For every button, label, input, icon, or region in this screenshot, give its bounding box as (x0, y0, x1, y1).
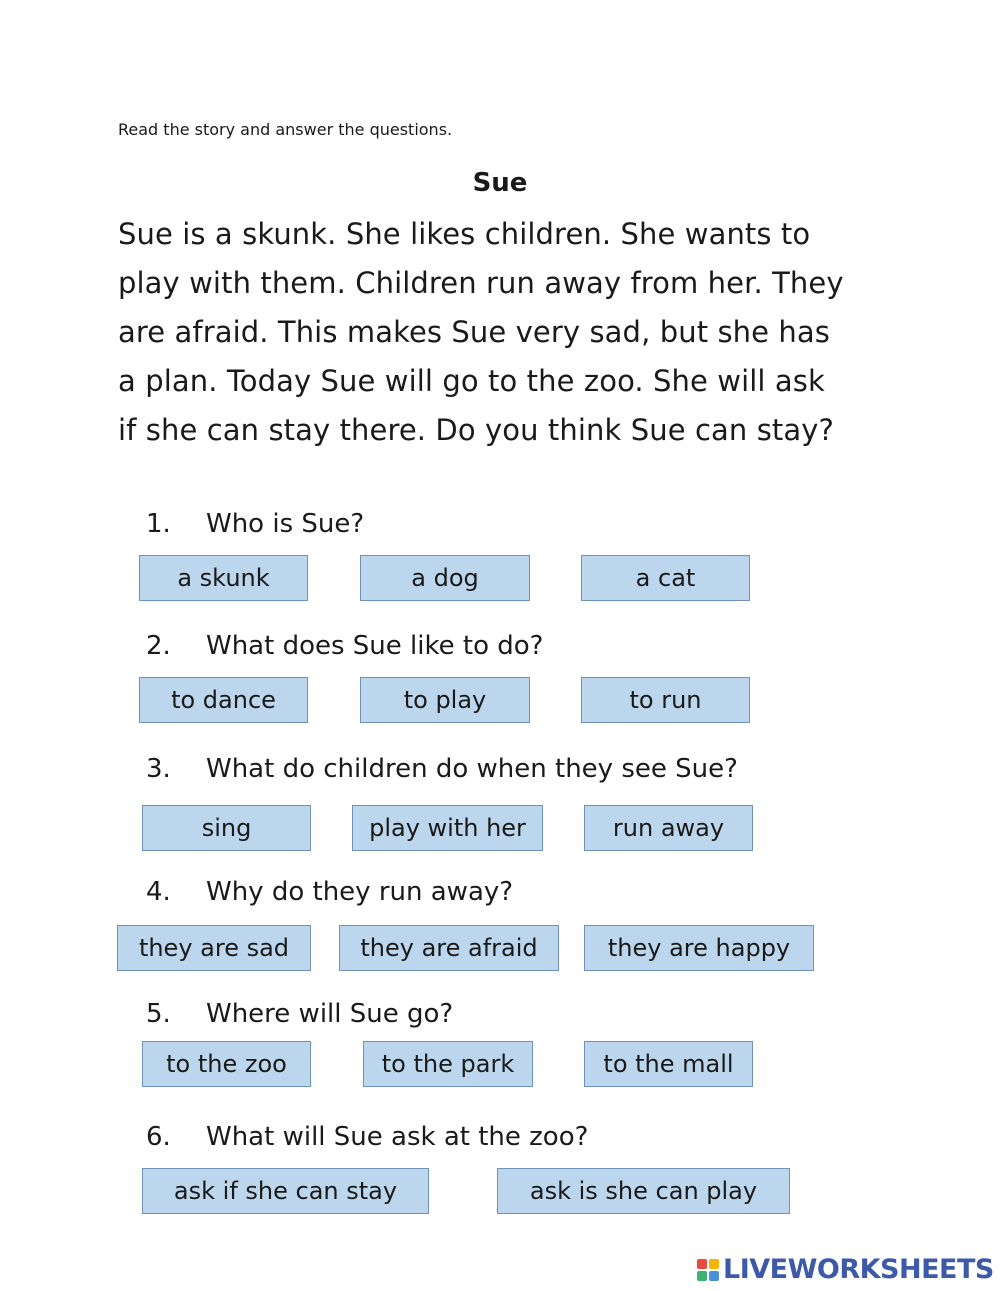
question-text: What does Sue like to do? (206, 631, 544, 661)
answer-option[interactable]: a cat (581, 555, 750, 601)
logo-square (709, 1259, 719, 1269)
logo-square (697, 1259, 707, 1269)
question-text: What do children do when they see Sue? (206, 754, 738, 784)
question-6 (146, 1122, 588, 1152)
answer-option[interactable]: to the mall (584, 1041, 753, 1087)
answer-option[interactable]: to the zoo (142, 1041, 311, 1087)
story-line: Sue is a skunk. She likes children. She wants to (118, 217, 811, 251)
story-line: if she can stay there. Do you think Sue can stay? (118, 413, 834, 447)
answer-option[interactable]: they are sad (117, 925, 311, 971)
question-text: Who is Sue? (206, 509, 365, 539)
logo-square (709, 1271, 719, 1281)
question-number: 3. (146, 754, 171, 784)
answer-option[interactable]: play with her (352, 805, 543, 851)
brand-text: LIVEWORKSHEETS (723, 1254, 994, 1285)
answer-option[interactable]: to dance (139, 677, 308, 723)
story-line: are afraid. This makes Sue very sad, but she has (118, 315, 830, 349)
question-number: 4. (146, 877, 171, 907)
answer-option[interactable]: a dog (360, 555, 530, 601)
question-2 (146, 631, 543, 661)
brand-logo (697, 1254, 994, 1285)
question-4 (146, 877, 513, 907)
answer-option[interactable]: sing (142, 805, 311, 851)
story (118, 210, 898, 455)
answer-option[interactable]: ask is she can play (497, 1168, 790, 1214)
question-number: 1. (146, 509, 171, 539)
logo-square (697, 1271, 707, 1281)
question-text: What will Sue ask at the zoo? (206, 1122, 589, 1152)
answer-option[interactable]: run away (584, 805, 753, 851)
answer-option[interactable]: they are afraid (339, 925, 559, 971)
question-number: 5. (146, 999, 171, 1029)
question-text: Where will Sue go? (206, 999, 454, 1029)
story-line: a plan. Today Sue will go to the zoo. She will ask (118, 364, 825, 398)
story-line: play with them. Children run away from her. They (118, 266, 844, 300)
answer-option[interactable]: they are happy (584, 925, 814, 971)
question-text: Why do they run away? (206, 877, 514, 907)
question-number: 6. (146, 1122, 171, 1152)
answer-option[interactable]: to play (360, 677, 530, 723)
question-number: 2. (146, 631, 171, 661)
question-1 (146, 509, 364, 539)
answer-option[interactable]: to run (581, 677, 750, 723)
answer-option[interactable]: ask if she can stay (142, 1168, 429, 1214)
instructions: Read the story and answer the questions. (118, 120, 453, 139)
question-3 (146, 754, 738, 784)
answer-option[interactable]: to the park (363, 1041, 533, 1087)
answer-option[interactable]: a skunk (139, 555, 308, 601)
page-title: Sue (472, 168, 528, 198)
liveworksheets-logo-icon (697, 1259, 719, 1281)
question-5 (146, 999, 453, 1029)
